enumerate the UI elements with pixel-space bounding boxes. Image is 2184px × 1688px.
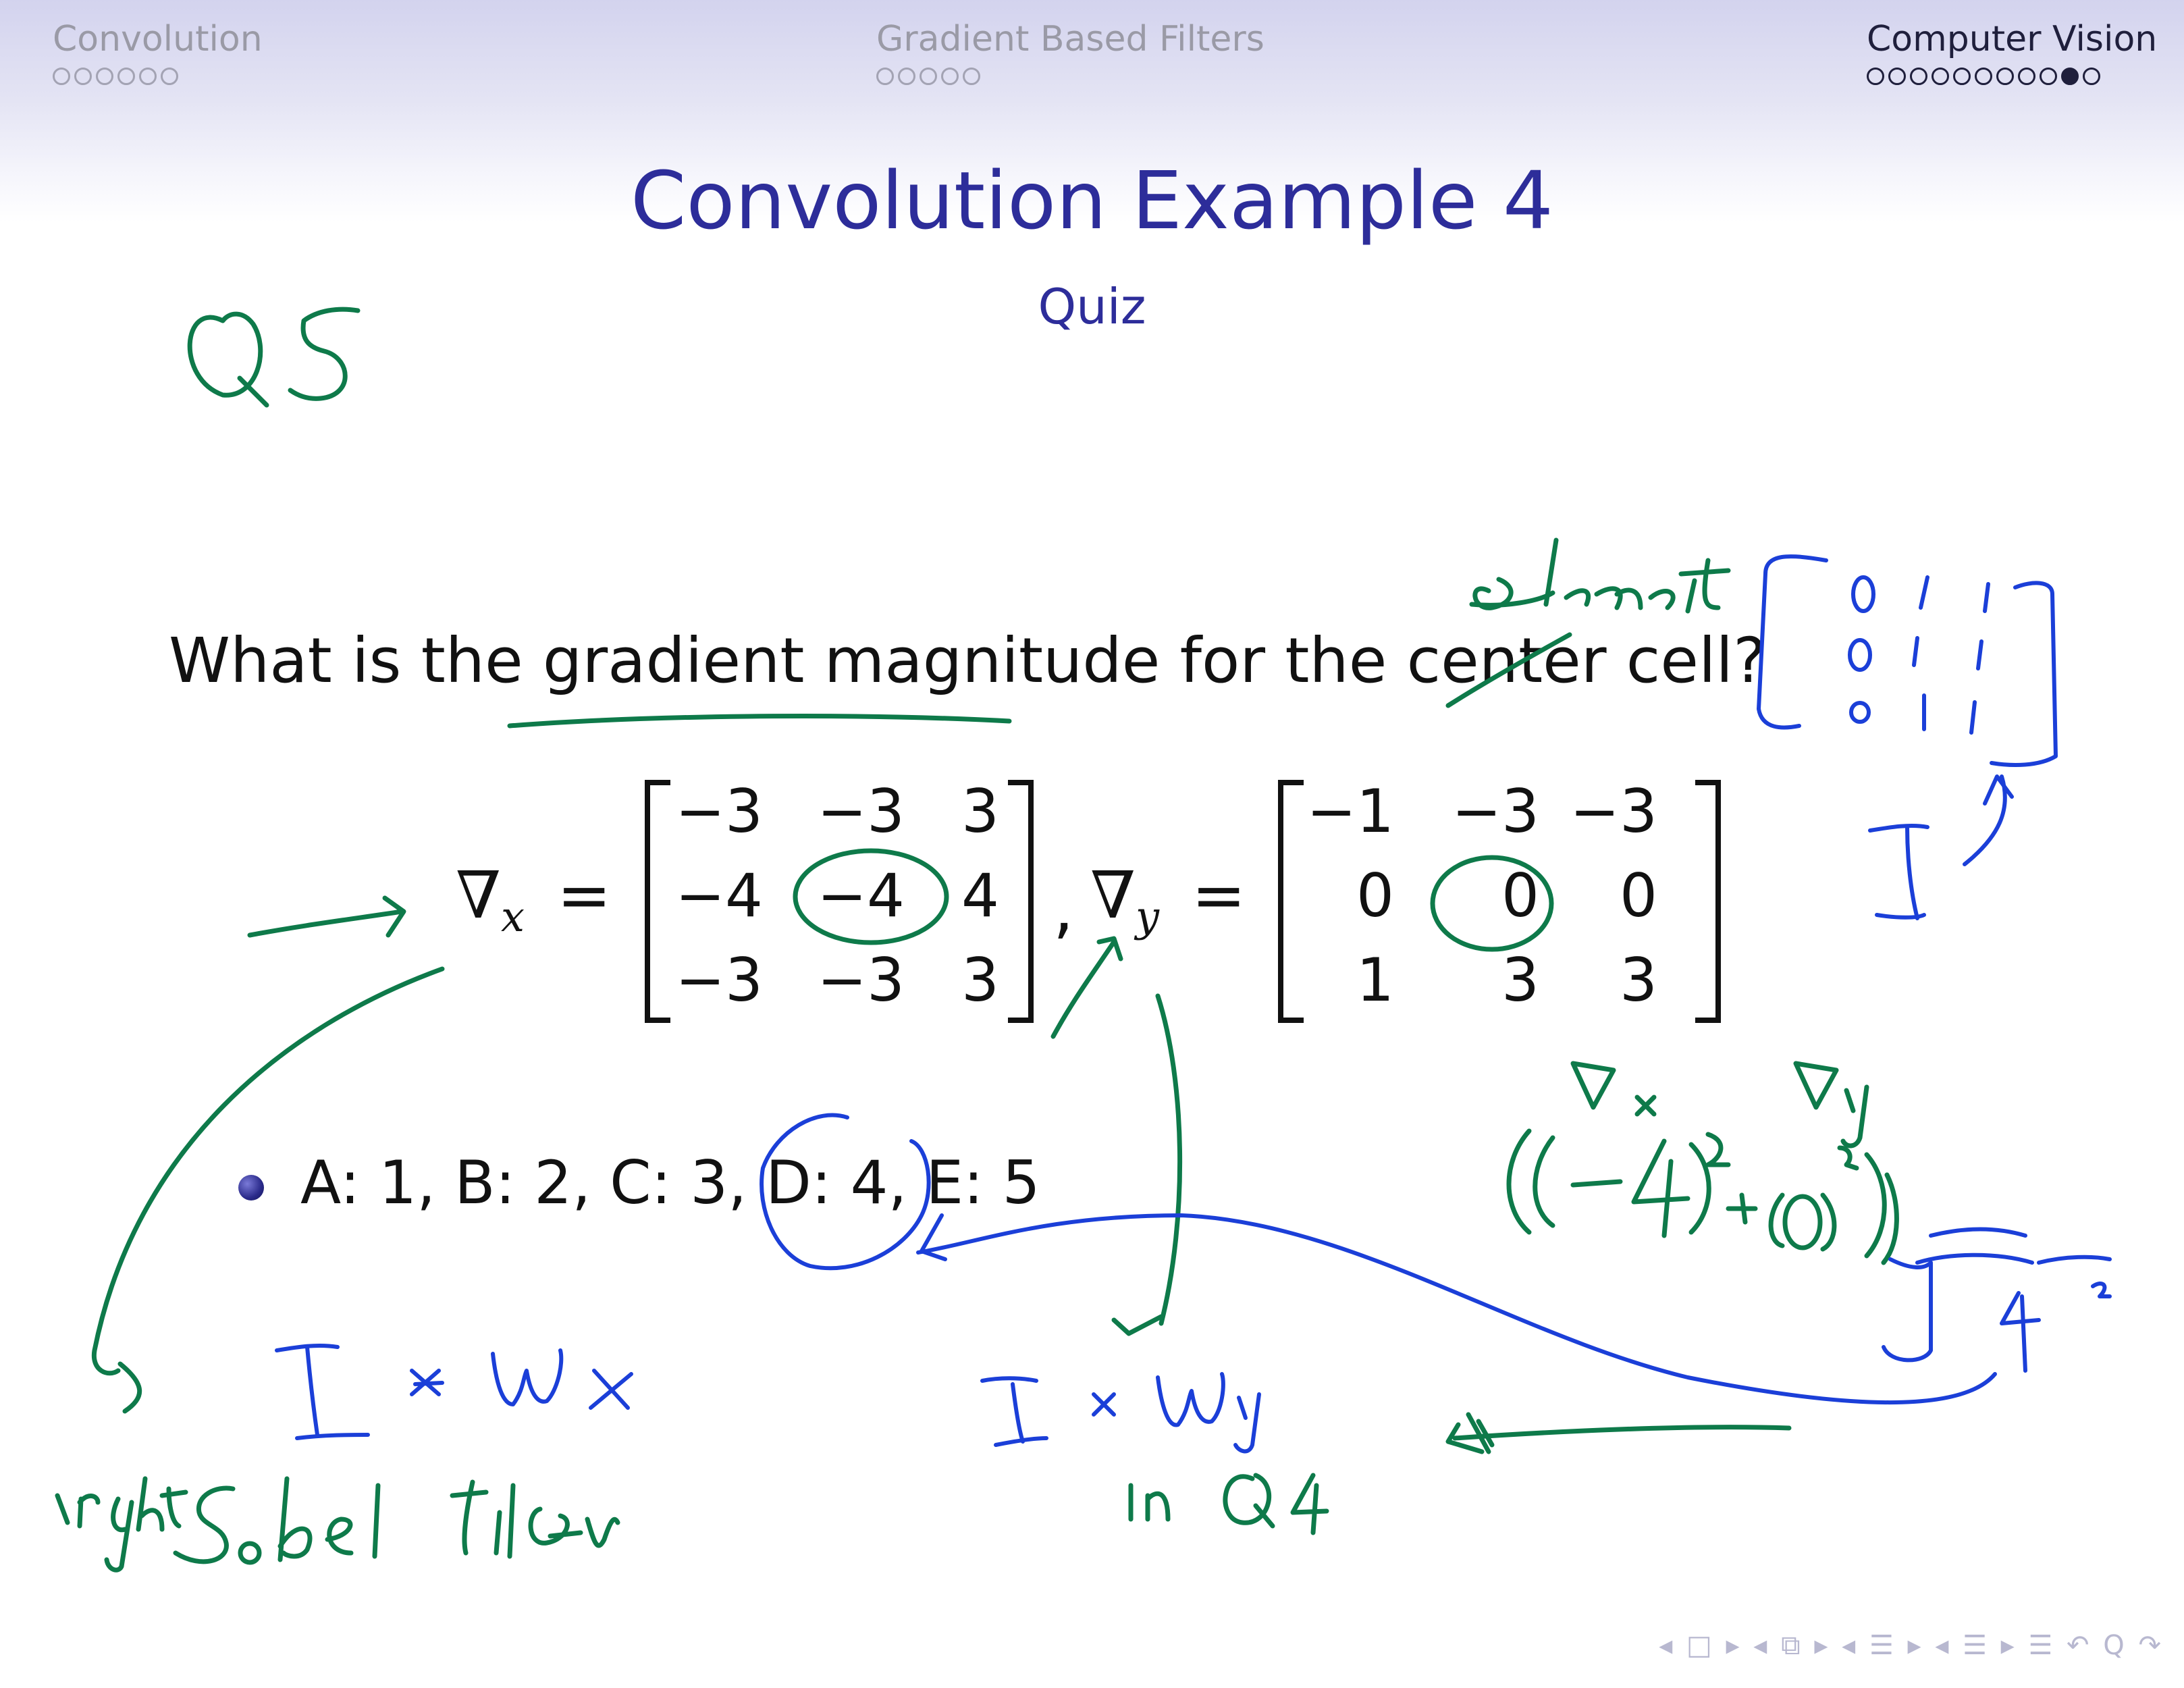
circle-center-x [795, 851, 947, 943]
quiz-question: What is the gradient magnitude for the center cell? [169, 625, 1766, 697]
circle-answer-d [762, 1115, 929, 1269]
comma: , [1053, 871, 1074, 947]
nabla-symbol: ∇ [1090, 858, 1136, 933]
equals-sign: = [1192, 858, 1246, 933]
nabla-x-hand [1573, 1063, 1614, 1107]
section-name: Convolution [53, 19, 263, 59]
matrix-cell: 3 [1620, 945, 1657, 1015]
kernel-bracket-left [1759, 556, 1826, 727]
i-conv-wx [277, 1346, 368, 1438]
matrix-cell: −3 [817, 776, 905, 846]
arrow-down [1158, 996, 1180, 1323]
underline-stroke [510, 716, 1009, 726]
arrow-stroke [250, 912, 402, 935]
slide-subtitle: Quiz [1038, 278, 1146, 335]
matrix-cell: 3 [961, 776, 999, 846]
matrix-cell: −3 [675, 776, 763, 846]
equals-sign: = [557, 858, 612, 933]
i-conv-wy [982, 1378, 1046, 1445]
curve-arrow [94, 969, 442, 1373]
in-q4-words [1131, 1485, 1168, 1519]
nabla-y-hand [1796, 1063, 1836, 1107]
sqrt-label [1917, 1230, 2032, 1263]
beamer-navigation-controls[interactable]: ◂ □ ▸ ◂ ⧉ ▸ ◂ ☰ ▸ ◂ ☰ ▸ ☰ ↶ Q ↷ [1659, 1630, 2164, 1661]
right-word [57, 1496, 98, 1526]
i-label [1870, 826, 1927, 918]
nabla-subscript: x [501, 892, 525, 942]
sobel-word [176, 1488, 233, 1562]
kernel-bracket-right [1992, 583, 2056, 765]
formula-stroke [1509, 1131, 1553, 1232]
matrix-cell: −3 [1451, 776, 1539, 846]
matrix-cell: −3 [675, 945, 763, 1015]
matrix-cell: −4 [817, 861, 905, 930]
matrix-cell: −3 [817, 945, 905, 1015]
element-word [1472, 579, 1553, 608]
matrix-cell: 0 [1620, 861, 1657, 930]
matrix-cell: 0 [1501, 861, 1539, 930]
answer-arrow [918, 1215, 1995, 1402]
strike-stroke [1448, 635, 1570, 706]
section-name: Computer Vision [1867, 19, 2158, 59]
matrix-cell: −3 [1570, 776, 1657, 846]
matrix-cell: 3 [961, 945, 999, 1015]
matrix-cell: 0 [1356, 861, 1394, 930]
nabla-subscript: y [1136, 892, 1160, 942]
matrix-cell: 1 [1356, 945, 1394, 1015]
nabla-symbol: ∇ [456, 858, 502, 933]
section-name: Gradient Based Filters [876, 19, 1264, 59]
matrix-cell: 4 [961, 861, 999, 930]
matrix-cell: −4 [675, 861, 763, 930]
arrow-left [1455, 1427, 1789, 1438]
circle-center-y [1433, 858, 1551, 949]
arrow-up [1965, 776, 2005, 864]
slide-title: Convolution Example 4 [630, 154, 1554, 247]
q5-label [190, 314, 261, 395]
matrix-cell: 3 [1501, 945, 1539, 1015]
matrix-cell: −1 [1306, 776, 1394, 846]
answer-options: A: 1, B: 2, C: 3, D: 4, E: 5 [300, 1148, 1040, 1217]
